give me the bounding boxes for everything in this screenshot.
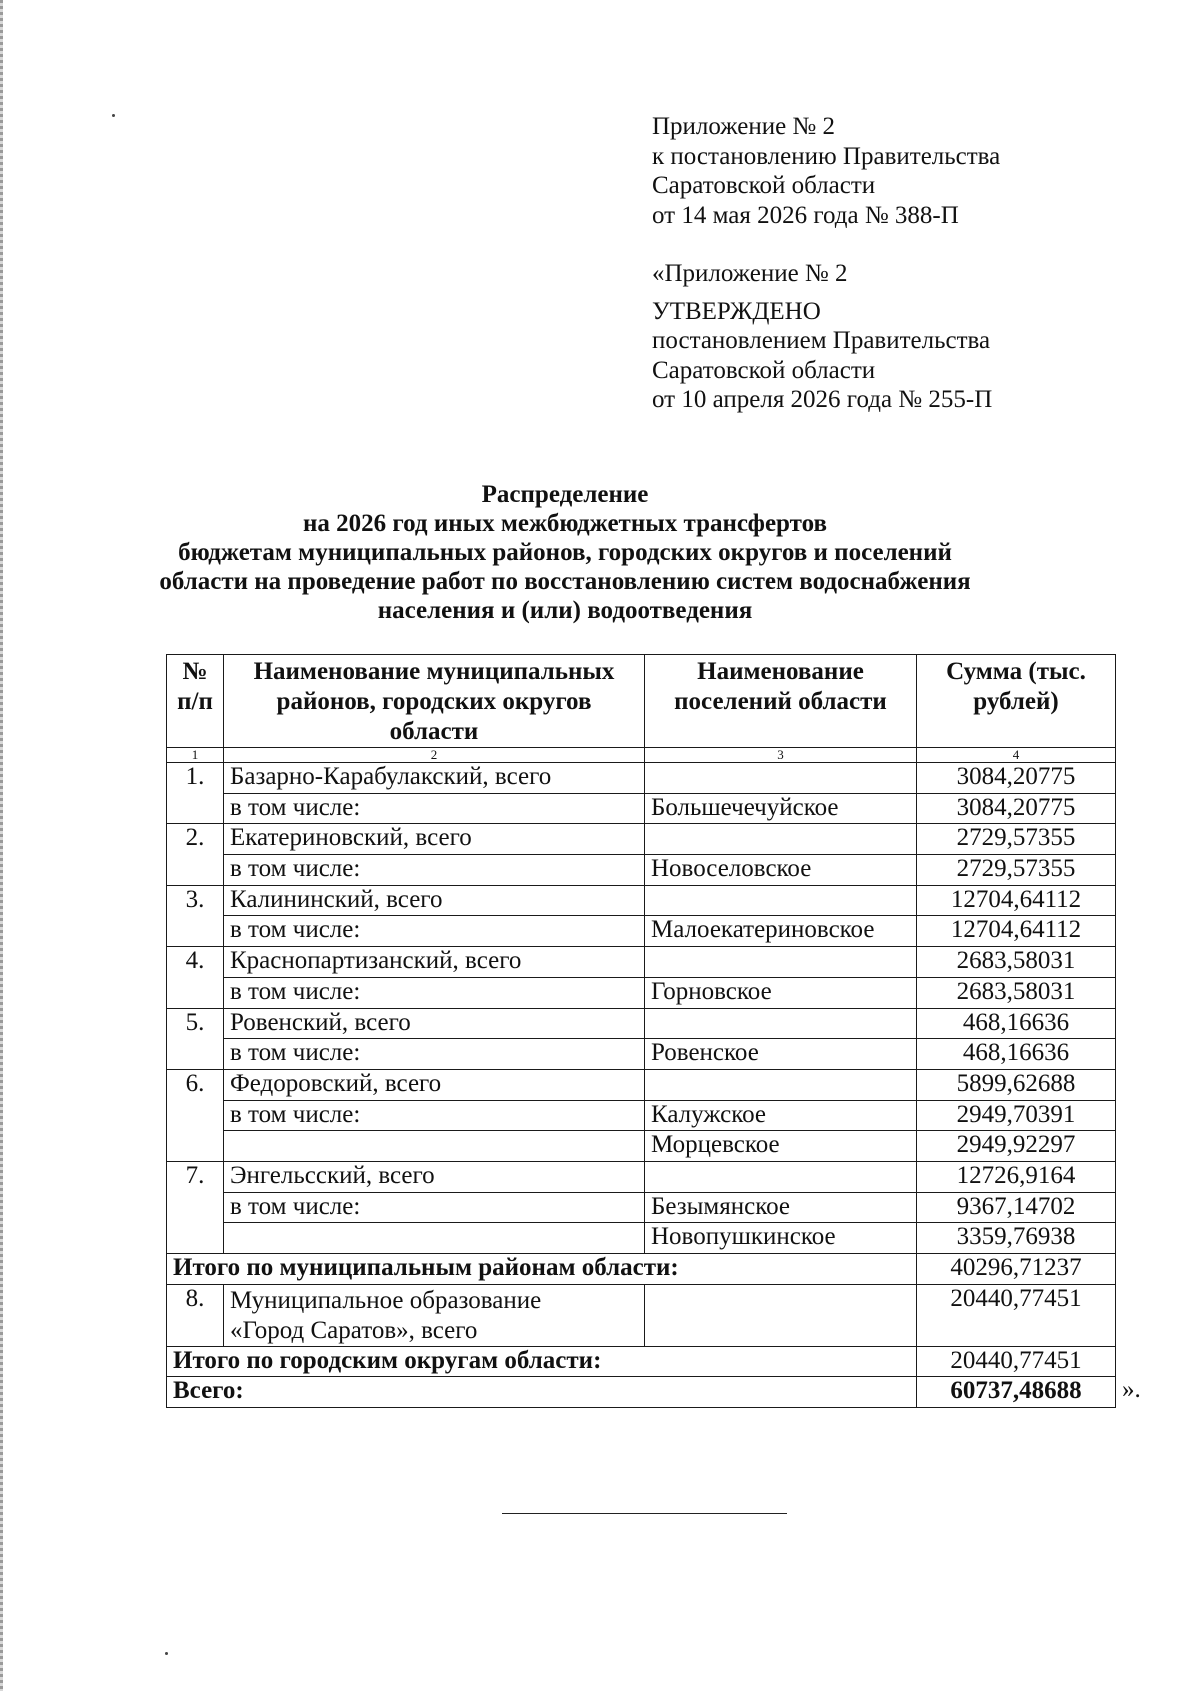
city-name	[224, 1284, 645, 1346]
in-number-label: в том числе:	[224, 855, 645, 886]
scan-speck	[112, 114, 115, 117]
table-row	[167, 1284, 1116, 1346]
header-line: Саратовской области	[652, 172, 876, 199]
table-row	[167, 793, 1116, 824]
settlement-cell	[645, 1161, 917, 1192]
title-line: населения и (или) водоотведения	[377, 597, 753, 624]
city-name-line: «Город Саратов», всего	[230, 1316, 478, 1344]
city-name-line: Муниципальное образование	[230, 1286, 542, 1314]
amount-cell: 20440,77451	[917, 1284, 1116, 1346]
amount-cell: 12726,9164	[917, 1161, 1116, 1192]
table-header-row	[167, 655, 1116, 748]
row-number: 2.	[167, 824, 224, 885]
scan-edge	[0, 0, 3, 1691]
table-row	[167, 1192, 1116, 1223]
row-number: 8.	[167, 1284, 224, 1346]
header-line: Саратовской области	[652, 356, 876, 384]
subtotal-label: Итого по городским округам области:	[167, 1346, 917, 1377]
column-number: 3	[645, 748, 917, 763]
amount-cell: 2683,58031	[917, 977, 1116, 1008]
table-row	[167, 824, 1116, 855]
table-row	[167, 885, 1116, 916]
amount-cell: 3084,20775	[917, 793, 1116, 824]
annex-line: «Приложение № 2	[652, 260, 848, 287]
settlement-name: Новопушкинское	[645, 1223, 917, 1254]
header-num: № п/п	[167, 655, 224, 748]
amount-cell: 2729,57355	[917, 855, 1116, 886]
document-title	[140, 480, 990, 625]
district-name: Энгельсский, всего	[224, 1161, 645, 1192]
title-line: Распределение	[481, 481, 649, 508]
amount-cell: 9367,14702	[917, 1192, 1116, 1223]
table-row	[167, 1223, 1116, 1254]
column-number: 1	[167, 748, 224, 763]
empty-cell	[224, 1131, 645, 1162]
table-row	[167, 1039, 1116, 1070]
settlement-name: Морцевское	[645, 1131, 917, 1162]
column-number: 4	[917, 748, 1116, 763]
amount-cell: 2949,92297	[917, 1131, 1116, 1162]
settlement-name: Горновское	[645, 977, 917, 1008]
table-row	[167, 916, 1116, 947]
district-name: Федоровский, всего	[224, 1069, 645, 1100]
header-line: Приложение № 2	[652, 113, 836, 140]
grand-total-amount: 60737,48688	[917, 1377, 1116, 1408]
settlement-name: Калужское	[645, 1100, 917, 1131]
header-amount: Сумма (тыс. рублей)	[917, 655, 1116, 748]
in-number-label: в том числе:	[224, 793, 645, 824]
distribution-table	[166, 654, 1116, 1408]
signature-line	[502, 1513, 787, 1514]
row-number: 6.	[167, 1069, 224, 1161]
subtotal-label: Итого по муниципальным районам области:	[167, 1254, 917, 1285]
table-row	[167, 763, 1116, 794]
amount-cell: 40296,71237	[917, 1254, 1116, 1285]
amount-cell: 468,16636	[917, 1039, 1116, 1070]
in-number-label: в том числе:	[224, 1039, 645, 1070]
amount-cell: 20440,77451	[917, 1346, 1116, 1377]
settlement-cell	[645, 885, 917, 916]
row-number: 1.	[167, 763, 224, 824]
approval-header	[652, 112, 1172, 415]
table-row	[167, 1100, 1116, 1131]
in-number-label: в том числе:	[224, 1100, 645, 1131]
district-name: Ровенский, всего	[224, 1008, 645, 1039]
empty-cell	[224, 1223, 645, 1254]
table-row	[167, 977, 1116, 1008]
amount-cell: 5899,62688	[917, 1069, 1116, 1100]
table-row	[167, 1161, 1116, 1192]
row-number: 4.	[167, 947, 224, 1008]
header-line: постановлением Правительства	[652, 327, 991, 354]
amount-cell: 2949,70391	[917, 1100, 1116, 1131]
settlement-name: Малоекатериновское	[645, 916, 917, 947]
settlement-cell	[645, 763, 917, 794]
settlement-name: Большечечуйское	[645, 793, 917, 824]
settlement-cell	[645, 1284, 917, 1346]
table-row	[167, 1008, 1116, 1039]
grand-total-label: Всего:	[167, 1377, 917, 1408]
column-number: 2	[224, 748, 645, 763]
amount-cell: 2729,57355	[917, 824, 1116, 855]
amount-cell: 12704,64112	[917, 885, 1116, 916]
row-number: 3.	[167, 885, 224, 946]
scan-speck	[165, 1652, 168, 1655]
amount-cell: 468,16636	[917, 1008, 1116, 1039]
amount-cell: 2683,58031	[917, 947, 1116, 978]
column-number-row	[167, 748, 1116, 763]
amount-cell: 3359,76938	[917, 1223, 1116, 1254]
table-row	[167, 855, 1116, 886]
subtotal-row	[167, 1346, 1116, 1377]
closing-quote: ».	[1122, 1376, 1141, 1403]
header-municipality: Наименование муниципальных районов, городских округов области	[224, 655, 645, 748]
settlement-cell	[645, 1069, 917, 1100]
grand-total-row	[167, 1377, 1116, 1408]
settlement-name: Безымянское	[645, 1192, 917, 1223]
table-row	[167, 1131, 1116, 1162]
row-number: 7.	[167, 1161, 224, 1253]
district-name: Краснопартизанский, всего	[224, 947, 645, 978]
in-number-label: в том числе:	[224, 916, 645, 947]
district-name: Базарно-Карабулакский, всего	[224, 763, 645, 794]
header-line: от 14 мая 2026 года № 388-П	[652, 201, 959, 229]
in-number-label: в том числе:	[224, 977, 645, 1008]
district-name: Екатериновский, всего	[224, 824, 645, 855]
header-line: УТВЕРЖДЕНО	[652, 297, 821, 325]
table-row	[167, 947, 1116, 978]
settlement-name: Новоселовское	[645, 855, 917, 886]
title-line: бюджетам муниципальных районов, городских округов и поселений	[178, 539, 952, 566]
subtotal-row	[167, 1254, 1116, 1285]
settlement-cell	[645, 1008, 917, 1039]
settlement-name: Ровенское	[645, 1039, 917, 1070]
settlement-cell	[645, 824, 917, 855]
header-line: от 10 апреля 2026 года № 255-П	[652, 386, 993, 413]
amount-cell: 3084,20775	[917, 763, 1116, 794]
in-number-label: в том числе:	[224, 1192, 645, 1223]
title-line: области на проведение работ по восстановлению систем водоснабжения	[159, 568, 971, 595]
title-line: на 2026 год иных межбюджетных трансфертов	[303, 510, 827, 537]
header-settlement: Наименование поселений области	[645, 655, 917, 748]
amount-cell: 12704,64112	[917, 916, 1116, 947]
district-name: Калининский, всего	[224, 885, 645, 916]
settlement-cell	[645, 947, 917, 978]
table-row	[167, 1069, 1116, 1100]
row-number: 5.	[167, 1008, 224, 1069]
header-line: к постановлению Правительства	[652, 142, 1001, 170]
